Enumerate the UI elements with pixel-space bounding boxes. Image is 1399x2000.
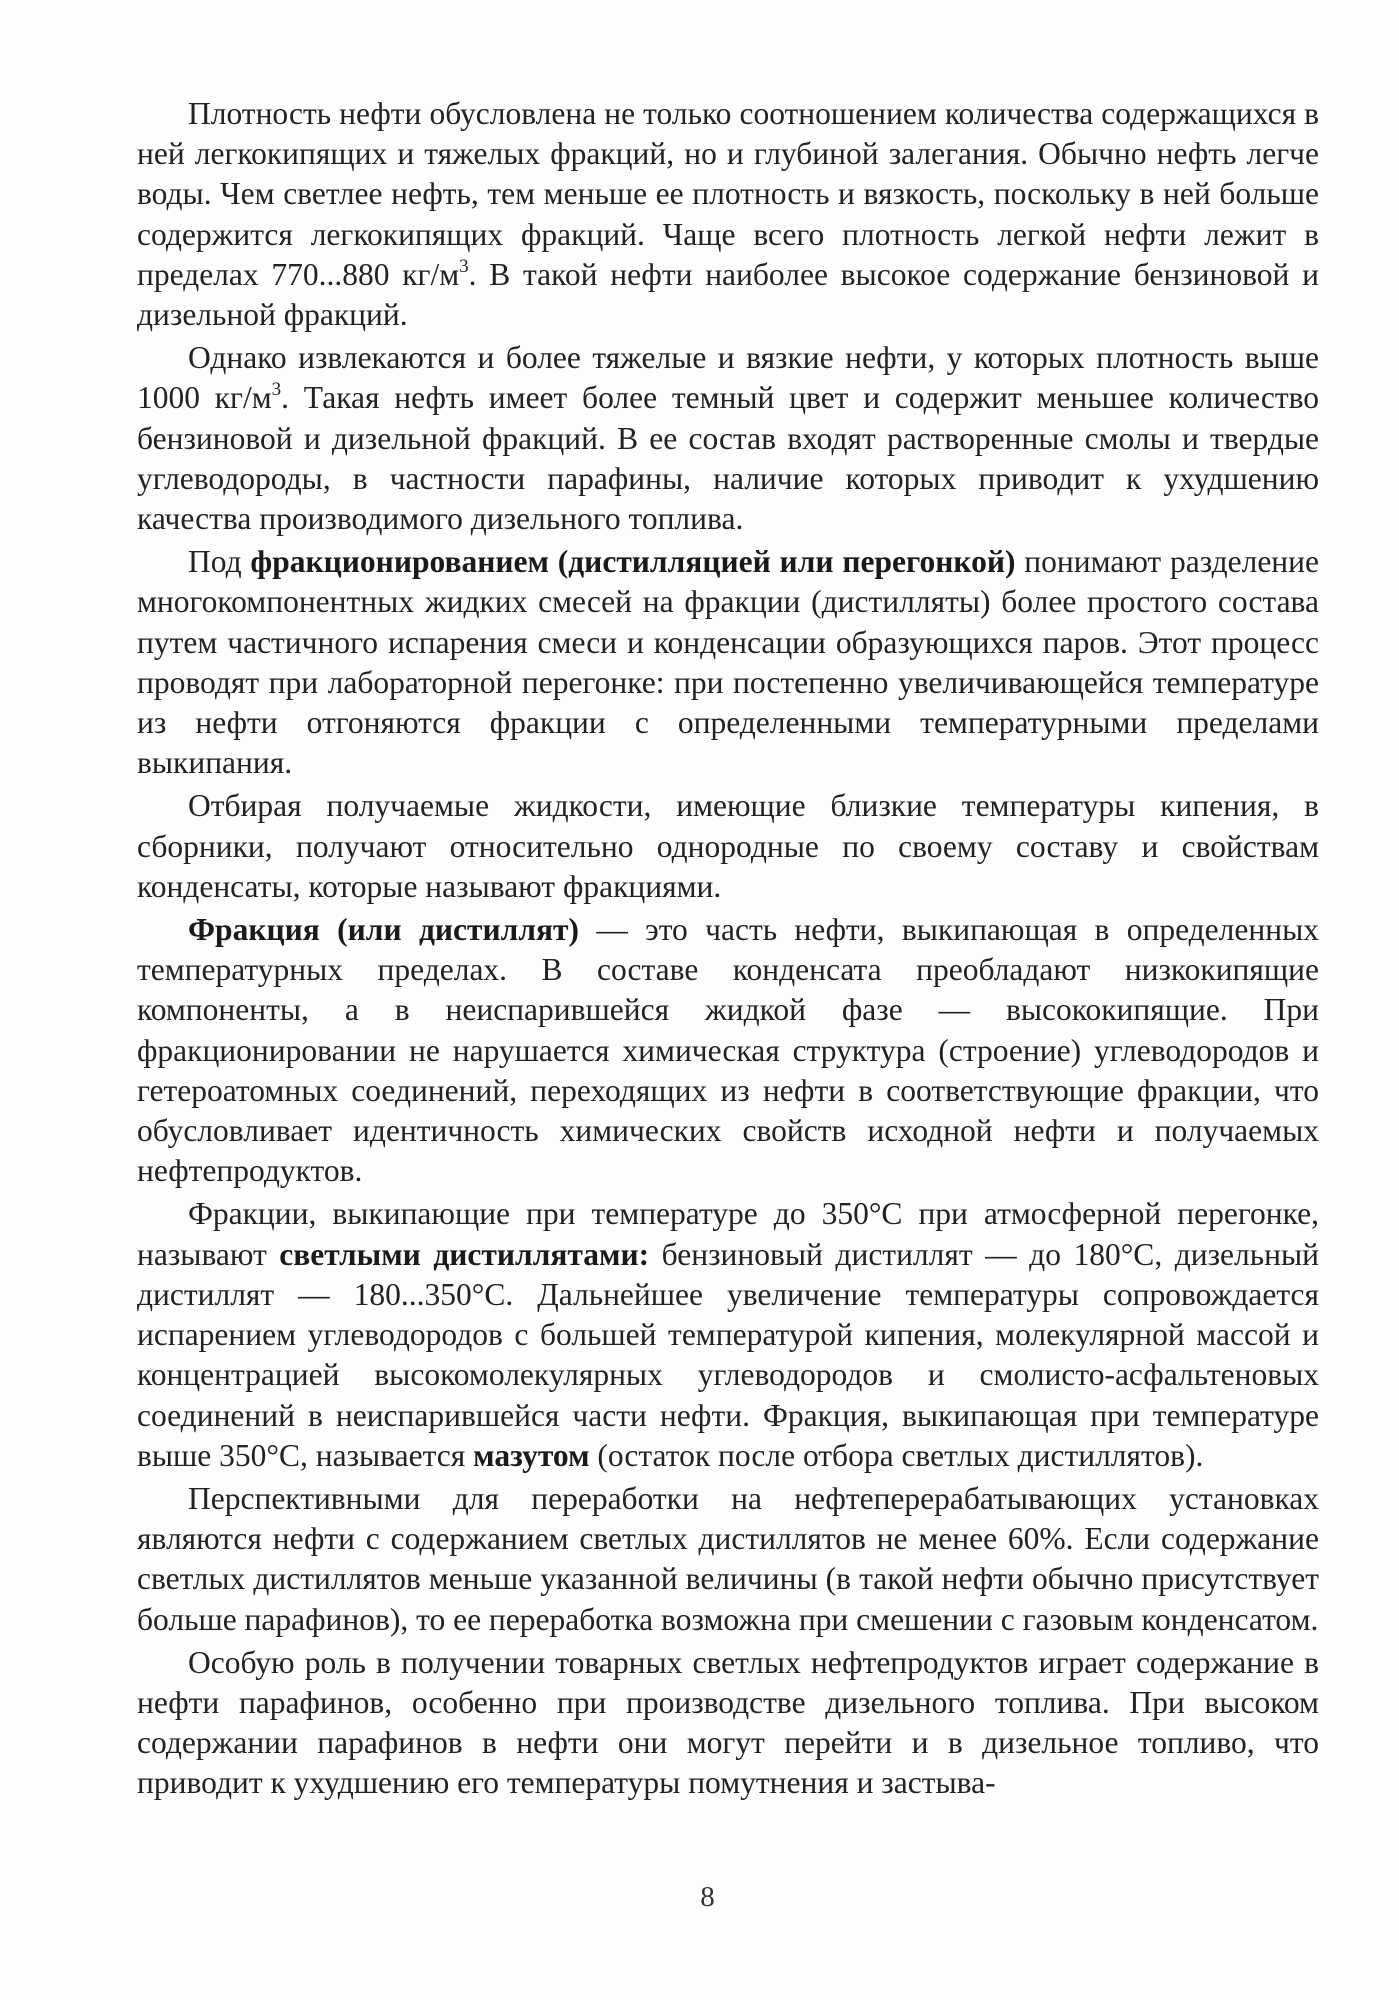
paragraph-light-distillates <box>137 1194 1319 1475</box>
paragraph-prospective <box>137 1479 1319 1640</box>
text-run: Отбирая получаемые жидкости, имеющие близкие температуры кипения, в сборники, получают относительно однородные по своему составу и свойствам конденсаты, которые называют фракциями. <box>137 788 1319 904</box>
text-run: Под <box>188 544 251 580</box>
superscript: 3 <box>271 379 282 401</box>
text-run: . В такой нефти наиболее высокое содержание бензиновой и дизельной фракций. <box>137 256 1319 333</box>
bold-term: мазутом <box>473 1437 590 1473</box>
bold-term: светлыми дистиллятами: <box>279 1236 650 1272</box>
bold-term: фракционированием (дистилляцией или перегонкой) <box>250 544 1016 580</box>
text-run: Плотность нефти обусловлена не только соотношением количества содержащихся в ней легкокипящих и тяжелых фракций, но и глубиной залегания. Обычно нефть легче воды. Чем светлее нефть, тем меньше ее плотность и вязкость, поскольку в ней больше содержится легкокипящих фракций. Чаще всего плотность легкой нефти лежит в пределах 770...880 кг/м <box>137 96 1319 292</box>
text-run: понимают разделение многокомпонентных жидких смесей на фракции (дистилляты) более простого состава путем частичного испарения смеси и конденсации образующихся паров. Этот процесс проводят при лабораторной перегонке: при постепенно увеличивающейся температуре из нефти отгоняются фракции с определенными температурными пределами выкипания. <box>137 544 1320 781</box>
page-number: 8 <box>700 1881 715 1913</box>
text-run: . Такая нефть имеет более темный цвет и содержит меньшее количество бензиновой и дизельной фракций. В ее состав входят растворенные смолы и твердые углеводороды, в частности парафины, наличие которых приводит к ухудшению качества производимого дизельного топлива. <box>137 380 1319 537</box>
paragraph-collecting <box>137 786 1319 907</box>
superscript: 3 <box>459 255 469 277</box>
body-text <box>137 94 1319 1804</box>
text-run: Фракции, выкипающие при температуре до 350°С при атмосферной перегонке, называют <box>137 1196 1319 1272</box>
text-run: (остаток после отбора светлых дистиллятов). <box>589 1437 1204 1473</box>
paragraph-fractionation <box>137 542 1319 783</box>
bold-term: Фракция (или дистиллят) <box>188 912 579 948</box>
text-run: бензиновый дистиллят — до 180°С, дизельный дистиллят — 180...350°С. Дальнейшее увеличение температуры сопровождается испарением углеводородов с большей температурой кипения, молекулярной массой и концентрацией высокомолекулярных углеводородов и смолисто-асфальтеновых соединений в неиспарившейся части нефти. Фракция, выкипающая при температуре выше 350°С, называется <box>137 1236 1319 1473</box>
paragraph-heavy-oil <box>137 338 1319 539</box>
text-run: Однако извлекаются и более тяжелые и вязкие нефти, у которых плотность выше 1000 кг/м <box>137 340 1319 416</box>
paragraph-fraction-definition <box>137 910 1319 1191</box>
text-run: Особую роль в получении товарных светлых нефтепродуктов играет содержание в нефти парафинов, особенно при производстве дизельного топлива. При высоком содержании парафинов в нефти они могут перейти и в дизельное топливо, что приводит к ухудшению его температуры помутнения и застыва- <box>137 1644 1319 1801</box>
text-run: — это часть нефти, выкипающая в определенных температурных пределах. В составе конденсата преобладают низкокипящие компоненты, а в неиспарившейся жидкой фазе — высококипящие. При фракционировании не нарушается химическая структура (строение) углеводородов и гетероатомных соединений, переходящих из нефти в соответствующие фракции, что обусловливает идентичность химических свойств исходной нефти и получаемых нефтепродуктов. <box>137 912 1319 1189</box>
paragraph-density <box>137 94 1319 335</box>
paragraph-paraffins <box>137 1643 1319 1804</box>
text-run: Перспективными для переработки на нефтеперерабатывающих установках являются нефти с содержанием светлых дистиллятов не менее 60%. Если содержание светлых дистиллятов меньше указанной величины (в такой нефти обычно присутствует больше парафинов), то ее переработка возможна при смешении с газовым конденсатом. <box>137 1480 1319 1637</box>
